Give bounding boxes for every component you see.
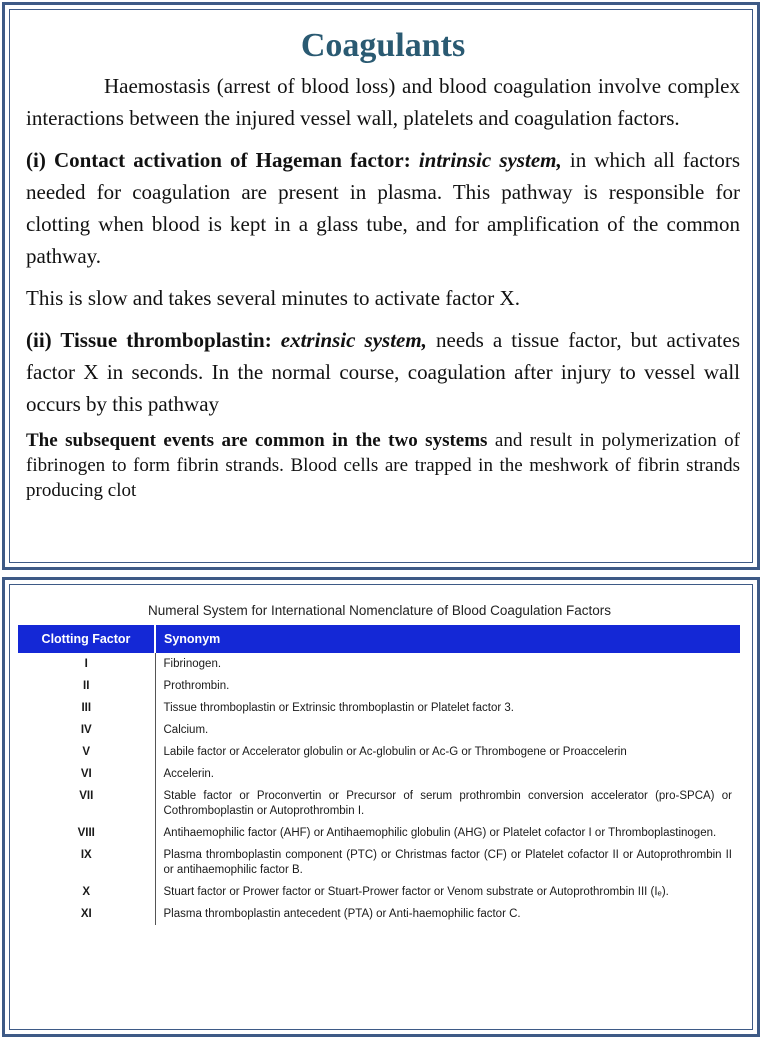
- table-row: [18, 697, 740, 719]
- factor-numeral: V: [18, 741, 155, 763]
- tissue-thromboplastin-label: (ii) Tissue thromboplastin:: [26, 328, 272, 352]
- factor-numeral: VI: [18, 763, 155, 785]
- factor-numeral: VII: [18, 785, 155, 822]
- header-synonym: Synonym: [155, 625, 740, 653]
- table-row: [18, 844, 740, 881]
- tissue-thromboplastin-text: needs a tissue factor, but activates factor X in seconds. In the normal course, coagulation after injury to vessel wall occurs by this pathway: [26, 328, 741, 416]
- factor-synonym: Prothrombin.: [163, 680, 230, 692]
- subsequent-events-text: and result in polymerization of fibrinogen to form fibrin strands. Blood cells are trapped in the meshwork of fibrin strands producing clot: [26, 430, 740, 501]
- subsequent-events-bold: The subsequent events are common in the two systems: [26, 430, 488, 451]
- factor-numeral: X: [18, 881, 155, 903]
- factor-numeral: IV: [18, 719, 155, 741]
- tissue-thromboplastin-paragraph: [26, 324, 740, 420]
- factor-synonym: Accelerin.: [163, 768, 214, 780]
- table-row: [18, 881, 740, 903]
- factor-synonym: Stable factor or Proconvertin or Precursor of serum prothrombin conversion accelerator (pro-SPCA) or Cothromboplastin or Autoprothrombin I.: [163, 790, 732, 817]
- intro-paragraph: Haemostasis (arrest of blood loss) and blood coagulation involve complex interactions between the injured vessel wall, platelets and coagulation factors.: [26, 74, 740, 130]
- header-clotting-factor: Clotting Factor: [18, 625, 155, 653]
- factor-synonym: Calcium.: [163, 724, 209, 736]
- subsequent-events-paragraph: [26, 428, 740, 503]
- extrinsic-system-term: extrinsic system,: [280, 328, 427, 352]
- factor-synonym: Tissue thromboplastin or Extrinsic thromboplastin or Platelet factor 3.: [163, 702, 514, 714]
- factor-numeral: I: [18, 653, 155, 675]
- page-title: Coagulants: [300, 27, 466, 64]
- table-row: [18, 719, 740, 741]
- factor-synonym: Fibrinogen.: [163, 658, 222, 670]
- factor-numeral: XI: [18, 903, 155, 925]
- table-row: [18, 653, 740, 675]
- table-row: [18, 763, 740, 785]
- table-row: [18, 741, 740, 763]
- coagulation-factor-table: [18, 625, 740, 925]
- factor-synonym: Stuart factor or Prower factor or Stuart-Prower factor or Venom substrate or Autoprothrombin III (Iₑ).: [163, 886, 669, 898]
- table-row: [18, 822, 740, 844]
- slow-note-paragraph: This is slow and takes several minutes to activate factor X.: [26, 286, 520, 310]
- factor-synonym: Plasma thromboplastin component (PTC) or Christmas factor (CF) or Platelet cofactor II or Autoprothrombin II or antihaemophilic factor B.: [163, 849, 732, 876]
- table-row: [18, 903, 740, 925]
- factor-numeral: III: [18, 697, 155, 719]
- table-row: [18, 785, 740, 822]
- intrinsic-system-term: intrinsic system,: [418, 148, 562, 172]
- contact-activation-text: in which all factors needed for coagulation are present in plasma. This pathway is responsible for clotting when blood is kept in a glass tube, and for amplification of the common pathway.: [26, 148, 741, 268]
- factor-numeral: IX: [18, 844, 155, 881]
- factor-numeral: VIII: [18, 822, 155, 844]
- table-header-row: [18, 625, 740, 653]
- table-row: [18, 675, 740, 697]
- table-caption: Numeral System for International Nomenclature of Blood Coagulation Factors: [148, 603, 611, 618]
- factor-synonym: Antihaemophilic factor (AHF) or Antihaemophilic globulin (AHG) or Platelet cofactor I or Thromboplastinogen.: [163, 827, 717, 839]
- article-text: [26, 26, 740, 503]
- contact-activation-paragraph: [26, 144, 740, 272]
- coagulation-factor-table-region: [18, 597, 740, 925]
- factor-synonym: Labile factor or Accelerator globulin or Ac-globulin or Ac-G or Thrombogene or Proaccelerin: [163, 746, 627, 758]
- contact-activation-label: (i) Contact activation of Hageman factor:: [26, 148, 411, 172]
- factor-synonym: Plasma thromboplastin antecedent (PTA) or Anti-haemophilic factor C.: [163, 908, 521, 920]
- factor-numeral: II: [18, 675, 155, 697]
